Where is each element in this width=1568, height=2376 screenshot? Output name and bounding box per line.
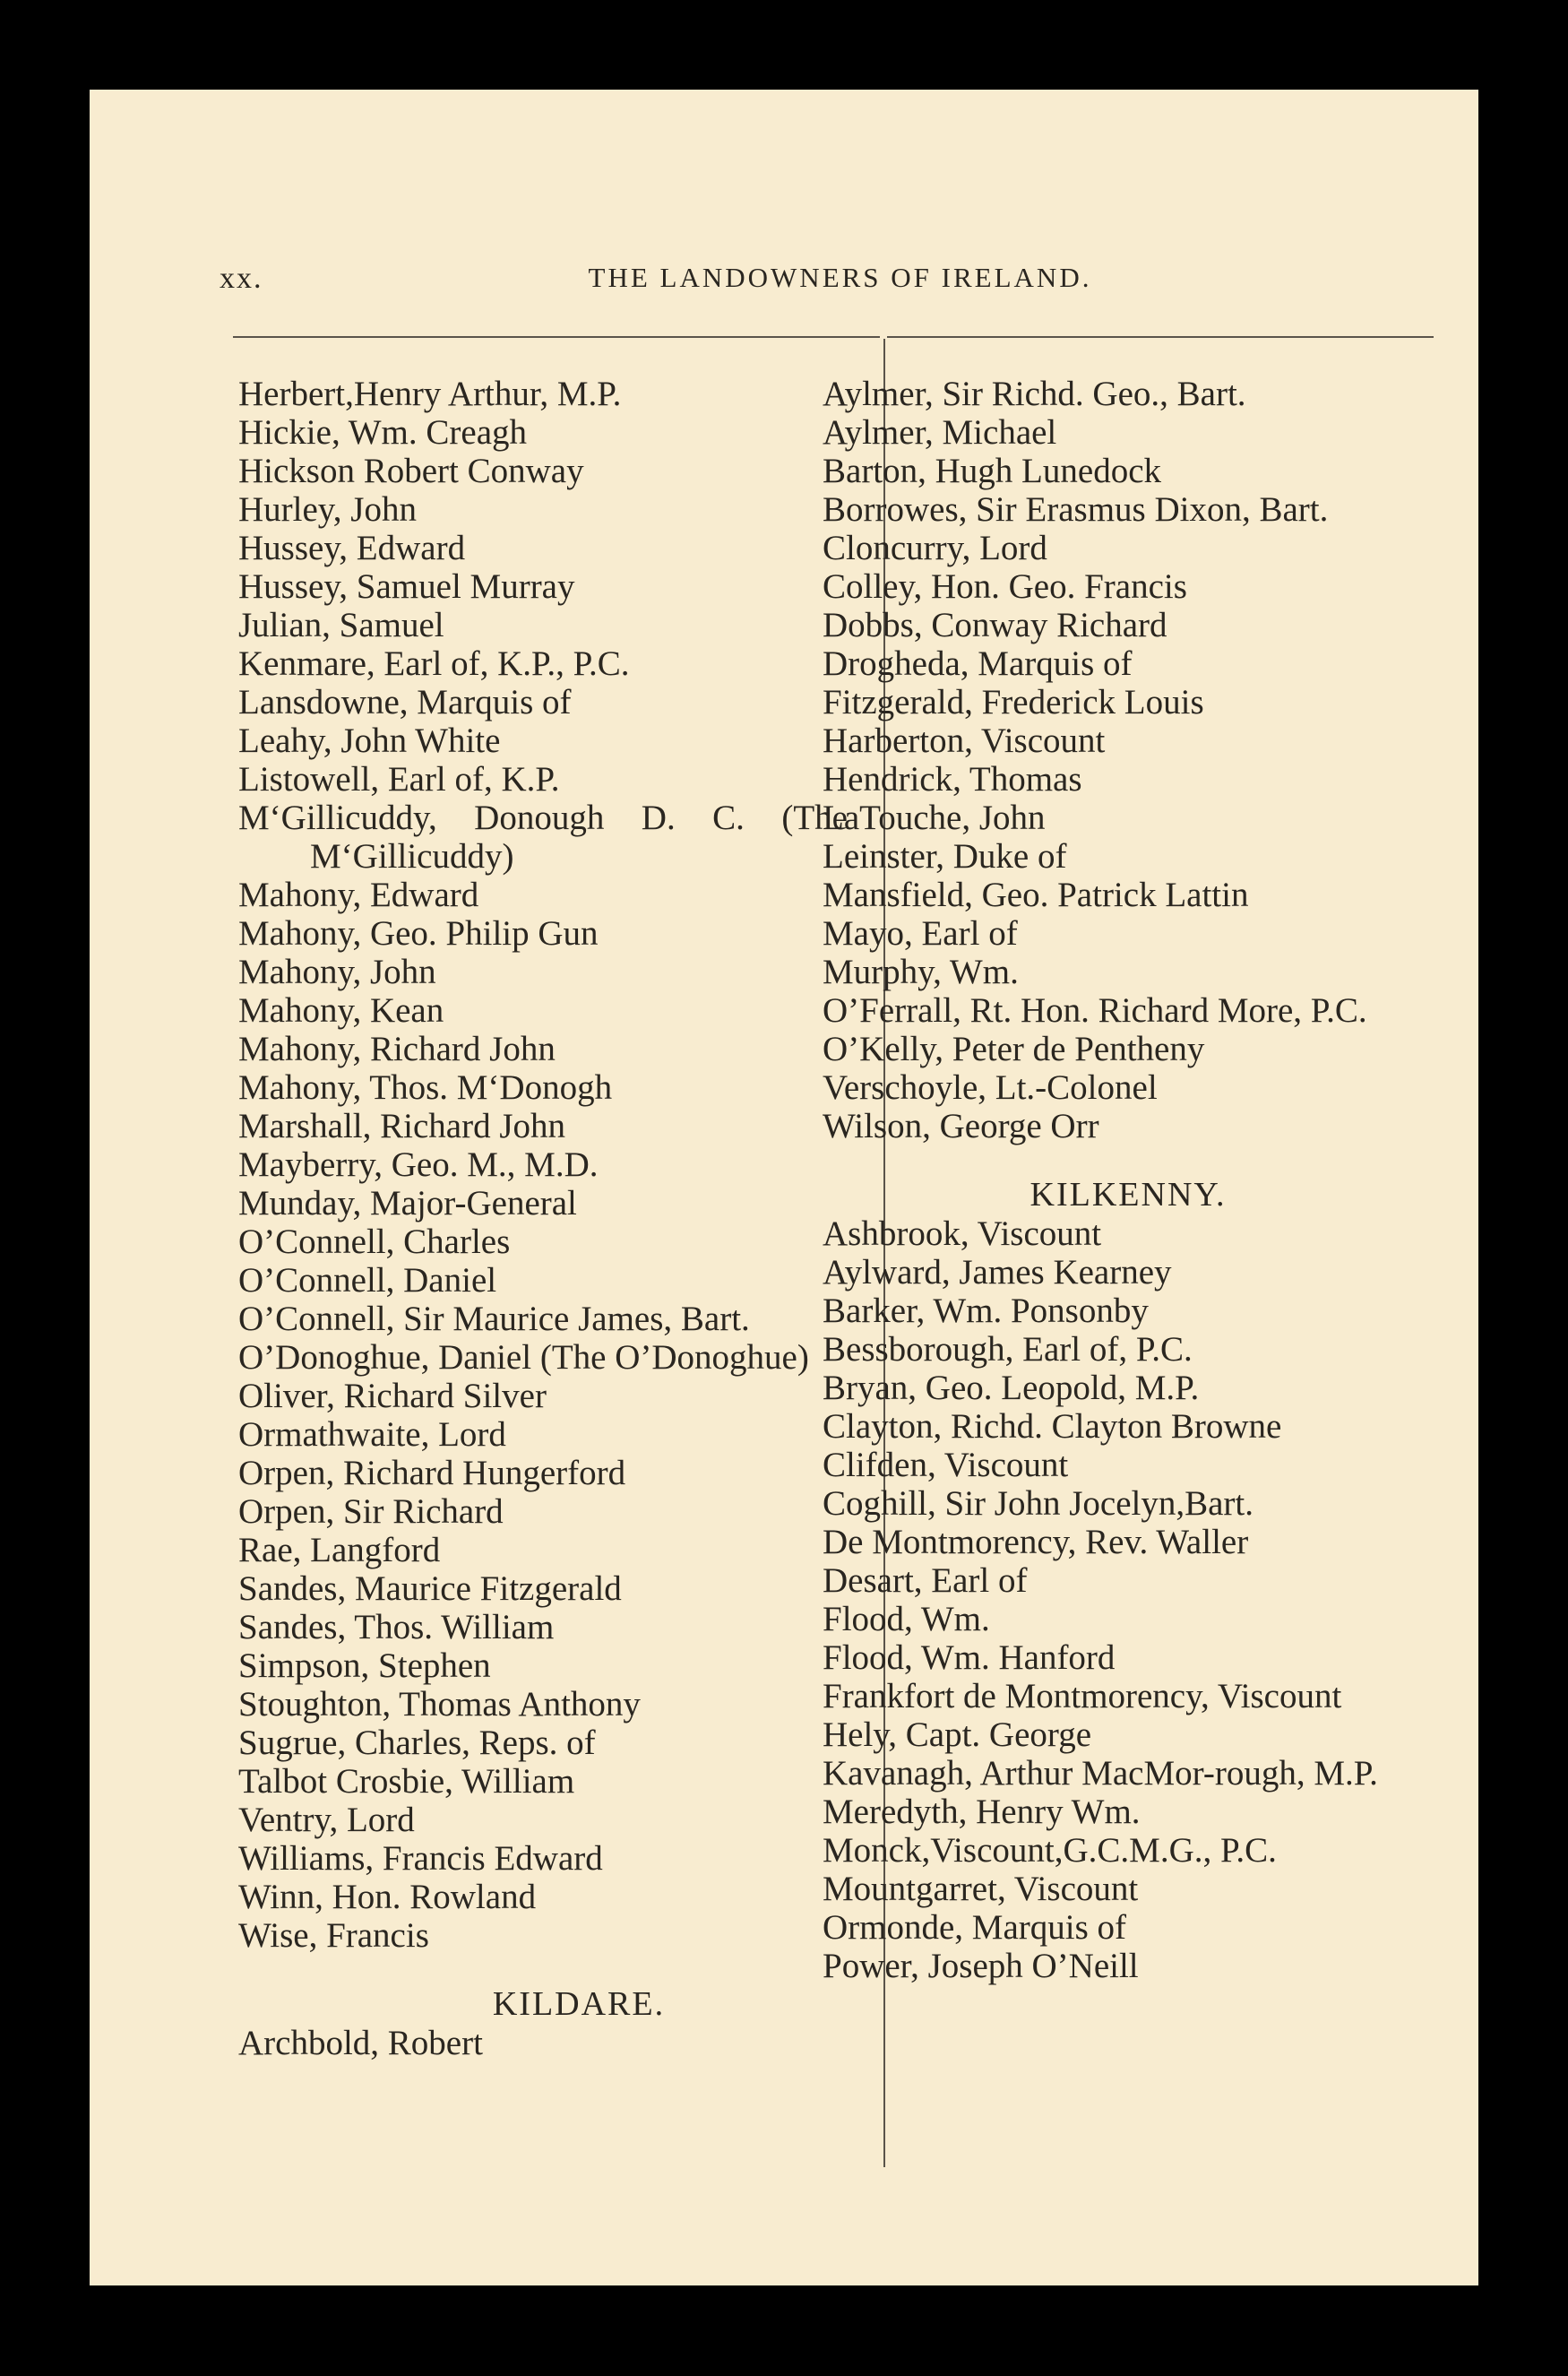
county-heading-kilkenny: KILKENNY. bbox=[1030, 1176, 1227, 1214]
list-item: Winn, Hon. Rowland bbox=[238, 1878, 537, 1916]
list-item: Wilson, George Orr bbox=[823, 1107, 1099, 1145]
list-item: Leinster, Duke of bbox=[823, 837, 1067, 876]
list-item: Dobbs, Conway Richard bbox=[823, 606, 1167, 644]
list-item: Simpson, Stephen bbox=[238, 1646, 491, 1685]
list-item: Verschoyle, Lt.-Colonel bbox=[823, 1068, 1158, 1107]
list-item: Monck,Viscount,G.C.M.G., P.C. bbox=[823, 1831, 1277, 1870]
list-item: Sandes, Thos. William bbox=[238, 1608, 555, 1646]
list-item: Cloncurry, Lord bbox=[823, 529, 1047, 567]
header-rule-left bbox=[233, 336, 880, 338]
list-item: O’Kelly, Peter de Pentheny bbox=[823, 1030, 1205, 1068]
list-item: Oliver, Richard Silver bbox=[238, 1377, 547, 1415]
list-item: Mayo, Earl of bbox=[823, 914, 1018, 953]
list-item: M‘Gillicuddy, Donough D. C. (The M‘Gillicuddy) bbox=[238, 799, 848, 876]
list-item: Sugrue, Charles, Reps. of bbox=[238, 1724, 596, 1762]
list-item: Hussey, Edward bbox=[238, 529, 466, 567]
list-item: Aylward, James Kearney bbox=[823, 1253, 1172, 1292]
right-column bbox=[823, 375, 1434, 1985]
list-item: Mahony, Richard John bbox=[238, 1030, 556, 1068]
list-item: Mayberry, Geo. M., M.D. bbox=[238, 1145, 599, 1184]
list-item: Rae, Langford bbox=[238, 1531, 441, 1569]
list-item: Ashbrook, Viscount bbox=[823, 1214, 1102, 1253]
list-item: Barker, Wm. Ponsonby bbox=[823, 1292, 1149, 1330]
list-item: Murphy, Wm. bbox=[823, 953, 1019, 991]
list-item: Mahony, Kean bbox=[238, 991, 444, 1030]
county-heading-kildare: KILDARE. bbox=[492, 1985, 666, 2023]
list-item: Hely, Capt. George bbox=[823, 1715, 1092, 1754]
list-item: Sandes, Maurice Fitzgerald bbox=[238, 1569, 622, 1608]
list-item: Bryan, Geo. Leopold, M.P. bbox=[823, 1369, 1200, 1407]
list-item: O’Connell, Charles bbox=[238, 1223, 511, 1261]
list-item: Hendrick, Thomas bbox=[823, 760, 1082, 799]
book-page bbox=[90, 90, 1478, 2285]
list-item: Mountgarret, Viscount bbox=[823, 1870, 1139, 1908]
list-item: Mansfield, Geo. Patrick Lattin bbox=[823, 876, 1249, 914]
list-item: Munday, Major-General bbox=[238, 1184, 577, 1223]
left-column bbox=[238, 375, 848, 2062]
list-item: Williams, Francis Edward bbox=[238, 1839, 603, 1878]
list-item: Drogheda, Marquis of bbox=[823, 644, 1133, 683]
list-item: Aylmer, Sir Richd. Geo., Bart. bbox=[823, 375, 1246, 413]
list-item: Hickson Robert Conway bbox=[238, 452, 584, 490]
list-item: Bessborough, Earl of, P.C. bbox=[823, 1330, 1193, 1369]
list-item: Ormonde, Marquis of bbox=[823, 1908, 1127, 1947]
list-item: Orpen, Sir Richard bbox=[238, 1492, 504, 1531]
list-item: Fitzgerald, Frederick Louis bbox=[823, 683, 1204, 721]
list-item: Mahony, Edward bbox=[238, 876, 479, 914]
list-item: Lansdowne, Marquis of bbox=[238, 683, 572, 721]
list-item: Desart, Earl of bbox=[823, 1561, 1028, 1600]
list-item: Harberton, Viscount bbox=[823, 721, 1106, 760]
list-item: Kenmare, Earl of, K.P., P.C. bbox=[238, 644, 630, 683]
list-item: Marshall, Richard John bbox=[238, 1107, 566, 1145]
list-item: Hickie, Wm. Creagh bbox=[238, 413, 528, 452]
header-rule-right bbox=[887, 336, 1434, 338]
list-item: Talbot Crosbie, William bbox=[238, 1762, 575, 1801]
list-item: Meredyth, Henry Wm. bbox=[823, 1793, 1141, 1831]
list-item: Coghill, Sir John Jocelyn,Bart. bbox=[823, 1484, 1254, 1523]
list-item: Power, Joseph O’Neill bbox=[823, 1947, 1139, 1985]
list-item: Hurley, John bbox=[238, 490, 417, 529]
list-item: Hussey, Samuel Murray bbox=[238, 567, 575, 606]
list-item: Frankfort de Montmorency, Viscount bbox=[823, 1677, 1342, 1715]
list-item: Herbert,Henry Arthur, M.P. bbox=[238, 375, 622, 413]
list-item: Leahy, John White bbox=[238, 721, 501, 760]
list-item: O’Donoghue, Daniel (The O’Donoghue) bbox=[238, 1338, 809, 1377]
list-item: Archbold, Robert bbox=[238, 2024, 483, 2062]
list-item: Ventry, Lord bbox=[238, 1801, 415, 1839]
list-item: Clayton, Richd. Clayton Browne bbox=[823, 1407, 1282, 1446]
list-item: O’Ferrall, Rt. Hon. Richard More, P.C. bbox=[823, 991, 1367, 1030]
list-item: O’Connell, Sir Maurice James, Bart. bbox=[238, 1300, 750, 1338]
running-title: THE LANDOWNERS OF IRELAND. bbox=[588, 262, 1092, 293]
list-item: Kavanagh, Arthur MacMor-rough, M.P. bbox=[823, 1754, 1378, 1793]
list-item: Orpen, Richard Hungerford bbox=[238, 1454, 626, 1492]
list-item: Aylmer, Michael bbox=[823, 413, 1057, 452]
list-item: Clifden, Viscount bbox=[823, 1446, 1069, 1484]
list-item: Mahony, John bbox=[238, 953, 436, 991]
page-number: xx. bbox=[220, 262, 263, 295]
page-header bbox=[220, 262, 1434, 307]
list-item: Borrowes, Sir Erasmus Dixon, Bart. bbox=[823, 490, 1329, 529]
list-item: Mahony, Thos. M‘Donogh bbox=[238, 1068, 613, 1107]
list-item: Colley, Hon. Geo. Francis bbox=[823, 567, 1187, 606]
list-item: LaTouche, John bbox=[823, 799, 1046, 837]
list-item: Flood, Wm. bbox=[823, 1600, 990, 1638]
list-item: Ormathwaite, Lord bbox=[238, 1415, 506, 1454]
list-item: Barton, Hugh Lunedock bbox=[823, 452, 1162, 490]
list-item: Listowell, Earl of, K.P. bbox=[238, 760, 560, 799]
list-item: Flood, Wm. Hanford bbox=[823, 1638, 1116, 1677]
list-item: Julian, Samuel bbox=[238, 606, 444, 644]
list-item: Mahony, Geo. Philip Gun bbox=[238, 914, 599, 953]
list-item: Stoughton, Thomas Anthony bbox=[238, 1685, 641, 1724]
list-item: De Montmorency, Rev. Waller bbox=[823, 1523, 1249, 1561]
list-item: O’Connell, Daniel bbox=[238, 1261, 497, 1300]
list-item: Wise, Francis bbox=[238, 1916, 429, 1955]
